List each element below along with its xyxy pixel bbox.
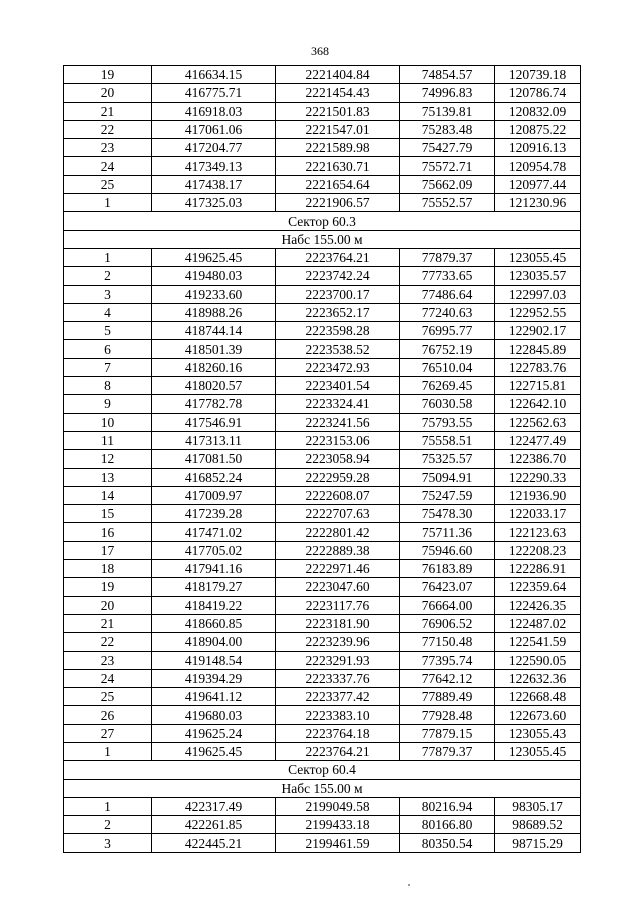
- local-x-cell: 75283.48: [400, 120, 495, 138]
- point-number-cell: 6: [64, 340, 152, 358]
- point-number-cell: 14: [64, 486, 152, 504]
- y-coordinate-cell: 2223742.24: [276, 267, 400, 285]
- y-coordinate-cell: 2222959.28: [276, 468, 400, 486]
- x-coordinate-cell: 418660.85: [152, 614, 276, 632]
- table-row: [64, 651, 581, 669]
- point-number-cell: 11: [64, 431, 152, 449]
- local-x-cell: 77928.48: [400, 706, 495, 724]
- local-x-cell: 77879.15: [400, 724, 495, 742]
- point-number-cell: 22: [64, 120, 152, 138]
- table-row: [64, 596, 581, 614]
- x-coordinate-cell: 416775.71: [152, 84, 276, 102]
- local-y-cell: 98689.52: [495, 816, 581, 834]
- local-x-cell: 77486.64: [400, 285, 495, 303]
- x-coordinate-cell: 416634.15: [152, 66, 276, 84]
- y-coordinate-cell: 2223153.06: [276, 431, 400, 449]
- y-coordinate-cell: 2199049.58: [276, 797, 400, 815]
- y-coordinate-cell: 2222889.38: [276, 541, 400, 559]
- point-number-cell: 2: [64, 267, 152, 285]
- y-coordinate-cell: 2221630.71: [276, 157, 400, 175]
- local-y-cell: 123055.45: [495, 248, 581, 266]
- table-row: [64, 578, 581, 596]
- point-number-cell: 1: [64, 248, 152, 266]
- section-subtitle-row: [64, 779, 581, 797]
- local-x-cell: 75094.91: [400, 468, 495, 486]
- local-y-cell: 122562.63: [495, 413, 581, 431]
- scan-speck: [408, 884, 410, 886]
- x-coordinate-cell: 417239.28: [152, 505, 276, 523]
- table-row: [64, 669, 581, 687]
- local-y-cell: 122902.17: [495, 322, 581, 340]
- x-coordinate-cell: 417782.78: [152, 395, 276, 413]
- x-coordinate-cell: 417313.11: [152, 431, 276, 449]
- point-number-cell: 25: [64, 175, 152, 193]
- local-x-cell: 74996.83: [400, 84, 495, 102]
- y-coordinate-cell: 2221501.83: [276, 102, 400, 120]
- local-y-cell: 122952.55: [495, 303, 581, 321]
- table-row: [64, 194, 581, 212]
- y-coordinate-cell: 2221547.01: [276, 120, 400, 138]
- point-number-cell: 23: [64, 651, 152, 669]
- x-coordinate-cell: 422445.21: [152, 834, 276, 852]
- y-coordinate-cell: 2223598.28: [276, 322, 400, 340]
- local-x-cell: 75711.36: [400, 523, 495, 541]
- x-coordinate-cell: 417349.13: [152, 157, 276, 175]
- point-number-cell: 13: [64, 468, 152, 486]
- x-coordinate-cell: 416852.24: [152, 468, 276, 486]
- table-row: [64, 742, 581, 760]
- point-number-cell: 1: [64, 797, 152, 815]
- coordinates-table-body: [64, 66, 581, 853]
- local-y-cell: 122642.10: [495, 395, 581, 413]
- x-coordinate-cell: 418904.00: [152, 633, 276, 651]
- y-coordinate-cell: 2223538.52: [276, 340, 400, 358]
- local-x-cell: 75793.55: [400, 413, 495, 431]
- point-number-cell: 20: [64, 84, 152, 102]
- local-x-cell: 77879.37: [400, 248, 495, 266]
- local-x-cell: 80166.80: [400, 816, 495, 834]
- local-y-cell: 122286.91: [495, 560, 581, 578]
- y-coordinate-cell: 2223181.90: [276, 614, 400, 632]
- point-number-cell: 21: [64, 102, 152, 120]
- x-coordinate-cell: 419625.24: [152, 724, 276, 742]
- page-number: 368: [311, 44, 329, 58]
- table-row: [64, 486, 581, 504]
- table-row: [64, 285, 581, 303]
- local-y-cell: 120916.13: [495, 139, 581, 157]
- local-x-cell: 76906.52: [400, 614, 495, 632]
- point-number-cell: 9: [64, 395, 152, 413]
- table-row: [64, 120, 581, 138]
- table-row: [64, 395, 581, 413]
- table-row: [64, 724, 581, 742]
- y-coordinate-cell: 2223764.21: [276, 248, 400, 266]
- local-x-cell: 75247.59: [400, 486, 495, 504]
- local-x-cell: 77642.12: [400, 669, 495, 687]
- point-number-cell: 19: [64, 66, 152, 84]
- local-x-cell: 76423.07: [400, 578, 495, 596]
- local-x-cell: 76183.89: [400, 560, 495, 578]
- y-coordinate-cell: 2223383.10: [276, 706, 400, 724]
- point-number-cell: 7: [64, 358, 152, 376]
- y-coordinate-cell: 2221906.57: [276, 194, 400, 212]
- local-y-cell: 98715.29: [495, 834, 581, 852]
- local-y-cell: 123055.45: [495, 742, 581, 760]
- table-row: [64, 66, 581, 84]
- x-coordinate-cell: 417061.06: [152, 120, 276, 138]
- table-row: [64, 102, 581, 120]
- local-x-cell: 75139.81: [400, 102, 495, 120]
- y-coordinate-cell: 2223377.42: [276, 688, 400, 706]
- local-y-cell: 122359.64: [495, 578, 581, 596]
- y-coordinate-cell: 2221454.43: [276, 84, 400, 102]
- point-number-cell: 24: [64, 157, 152, 175]
- local-x-cell: 76030.58: [400, 395, 495, 413]
- y-coordinate-cell: 2223241.56: [276, 413, 400, 431]
- point-number-cell: 5: [64, 322, 152, 340]
- point-number-cell: 25: [64, 688, 152, 706]
- table-row: [64, 377, 581, 395]
- section-elevation: Набс 155.00 м: [64, 779, 581, 797]
- section-title: Сектор 60.3: [64, 212, 581, 230]
- point-number-cell: 19: [64, 578, 152, 596]
- table-row: [64, 248, 581, 266]
- y-coordinate-cell: 2223764.18: [276, 724, 400, 742]
- x-coordinate-cell: 418020.57: [152, 377, 276, 395]
- y-coordinate-cell: 2223058.94: [276, 450, 400, 468]
- y-coordinate-cell: 2222707.63: [276, 505, 400, 523]
- x-coordinate-cell: 417009.97: [152, 486, 276, 504]
- point-number-cell: 10: [64, 413, 152, 431]
- x-coordinate-cell: 417204.77: [152, 139, 276, 157]
- local-y-cell: 122487.02: [495, 614, 581, 632]
- x-coordinate-cell: 417546.91: [152, 413, 276, 431]
- x-coordinate-cell: 419625.45: [152, 742, 276, 760]
- y-coordinate-cell: 2221404.84: [276, 66, 400, 84]
- local-y-cell: 122668.48: [495, 688, 581, 706]
- local-x-cell: 80216.94: [400, 797, 495, 815]
- local-y-cell: 123035.57: [495, 267, 581, 285]
- x-coordinate-cell: 417081.50: [152, 450, 276, 468]
- y-coordinate-cell: 2199433.18: [276, 816, 400, 834]
- point-number-cell: 21: [64, 614, 152, 632]
- local-y-cell: 122290.33: [495, 468, 581, 486]
- local-x-cell: 77879.37: [400, 742, 495, 760]
- local-x-cell: 77733.65: [400, 267, 495, 285]
- local-y-cell: 122673.60: [495, 706, 581, 724]
- table-row: [64, 431, 581, 449]
- point-number-cell: 22: [64, 633, 152, 651]
- point-number-cell: 3: [64, 285, 152, 303]
- point-number-cell: 1: [64, 194, 152, 212]
- local-y-cell: 122208.23: [495, 541, 581, 559]
- local-x-cell: 76995.77: [400, 322, 495, 340]
- table-row: [64, 322, 581, 340]
- x-coordinate-cell: 417438.17: [152, 175, 276, 193]
- local-x-cell: 77150.48: [400, 633, 495, 651]
- local-y-cell: 122123.63: [495, 523, 581, 541]
- table-row: [64, 413, 581, 431]
- table-row: [64, 523, 581, 541]
- y-coordinate-cell: 2223652.17: [276, 303, 400, 321]
- local-x-cell: 75558.51: [400, 431, 495, 449]
- local-x-cell: 75662.09: [400, 175, 495, 193]
- y-coordinate-cell: 2199461.59: [276, 834, 400, 852]
- table-row: [64, 358, 581, 376]
- y-coordinate-cell: 2223239.96: [276, 633, 400, 651]
- local-x-cell: 80350.54: [400, 834, 495, 852]
- x-coordinate-cell: 417705.02: [152, 541, 276, 559]
- local-x-cell: 76752.19: [400, 340, 495, 358]
- section-title-row: [64, 761, 581, 779]
- y-coordinate-cell: 2222801.42: [276, 523, 400, 541]
- local-y-cell: 123055.43: [495, 724, 581, 742]
- y-coordinate-cell: 2223401.54: [276, 377, 400, 395]
- table-row: [64, 706, 581, 724]
- section-elevation: Набс 155.00 м: [64, 230, 581, 248]
- y-coordinate-cell: 2223047.60: [276, 578, 400, 596]
- x-coordinate-cell: 417471.02: [152, 523, 276, 541]
- table-row: [64, 303, 581, 321]
- point-number-cell: 26: [64, 706, 152, 724]
- x-coordinate-cell: 419233.60: [152, 285, 276, 303]
- x-coordinate-cell: 418744.14: [152, 322, 276, 340]
- point-number-cell: 23: [64, 139, 152, 157]
- point-number-cell: 12: [64, 450, 152, 468]
- table-row: [64, 834, 581, 852]
- y-coordinate-cell: 2223337.76: [276, 669, 400, 687]
- table-row: [64, 541, 581, 559]
- x-coordinate-cell: 419394.29: [152, 669, 276, 687]
- x-coordinate-cell: 416918.03: [152, 102, 276, 120]
- local-x-cell: 77889.49: [400, 688, 495, 706]
- table-row: [64, 797, 581, 815]
- local-y-cell: 121936.90: [495, 486, 581, 504]
- x-coordinate-cell: 419641.12: [152, 688, 276, 706]
- local-y-cell: 122477.49: [495, 431, 581, 449]
- x-coordinate-cell: 417325.03: [152, 194, 276, 212]
- point-number-cell: 24: [64, 669, 152, 687]
- table-row: [64, 468, 581, 486]
- table-row: [64, 505, 581, 523]
- local-x-cell: 76269.45: [400, 377, 495, 395]
- x-coordinate-cell: 419680.03: [152, 706, 276, 724]
- table-row: [64, 560, 581, 578]
- table-row: [64, 688, 581, 706]
- point-number-cell: 18: [64, 560, 152, 578]
- local-y-cell: 120739.18: [495, 66, 581, 84]
- local-y-cell: 122386.70: [495, 450, 581, 468]
- local-x-cell: 74854.57: [400, 66, 495, 84]
- table-row: [64, 816, 581, 834]
- y-coordinate-cell: 2223700.17: [276, 285, 400, 303]
- local-y-cell: 121230.96: [495, 194, 581, 212]
- table-row: [64, 614, 581, 632]
- x-coordinate-cell: 422317.49: [152, 797, 276, 815]
- x-coordinate-cell: 418260.16: [152, 358, 276, 376]
- local-y-cell: 120954.78: [495, 157, 581, 175]
- x-coordinate-cell: 418501.39: [152, 340, 276, 358]
- y-coordinate-cell: 2223764.21: [276, 742, 400, 760]
- y-coordinate-cell: 2223324.41: [276, 395, 400, 413]
- coordinates-table: [63, 65, 581, 853]
- local-y-cell: 122541.59: [495, 633, 581, 651]
- x-coordinate-cell: 422261.85: [152, 816, 276, 834]
- point-number-cell: 3: [64, 834, 152, 852]
- local-y-cell: 122426.35: [495, 596, 581, 614]
- table-row: [64, 84, 581, 102]
- point-number-cell: 27: [64, 724, 152, 742]
- local-x-cell: 75427.79: [400, 139, 495, 157]
- section-subtitle-row: [64, 230, 581, 248]
- x-coordinate-cell: 418988.26: [152, 303, 276, 321]
- table-row: [64, 139, 581, 157]
- local-y-cell: 120875.22: [495, 120, 581, 138]
- point-number-cell: 16: [64, 523, 152, 541]
- local-x-cell: 76510.04: [400, 358, 495, 376]
- local-y-cell: 122590.05: [495, 651, 581, 669]
- point-number-cell: 4: [64, 303, 152, 321]
- table-row: [64, 450, 581, 468]
- local-x-cell: 75325.57: [400, 450, 495, 468]
- y-coordinate-cell: 2223472.93: [276, 358, 400, 376]
- local-y-cell: 120786.74: [495, 84, 581, 102]
- local-y-cell: 120832.09: [495, 102, 581, 120]
- point-number-cell: 1: [64, 742, 152, 760]
- local-y-cell: 122715.81: [495, 377, 581, 395]
- local-x-cell: 75552.57: [400, 194, 495, 212]
- point-number-cell: 17: [64, 541, 152, 559]
- point-number-cell: 20: [64, 596, 152, 614]
- local-x-cell: 77395.74: [400, 651, 495, 669]
- table-row: [64, 340, 581, 358]
- x-coordinate-cell: 418419.22: [152, 596, 276, 614]
- table-row: [64, 267, 581, 285]
- point-number-cell: 8: [64, 377, 152, 395]
- y-coordinate-cell: 2223291.93: [276, 651, 400, 669]
- section-title: Сектор 60.4: [64, 761, 581, 779]
- section-title-row: [64, 212, 581, 230]
- local-x-cell: 75946.60: [400, 541, 495, 559]
- y-coordinate-cell: 2222608.07: [276, 486, 400, 504]
- x-coordinate-cell: 419480.03: [152, 267, 276, 285]
- local-y-cell: 122997.03: [495, 285, 581, 303]
- table-row: [64, 157, 581, 175]
- local-x-cell: 75572.71: [400, 157, 495, 175]
- local-y-cell: 122632.36: [495, 669, 581, 687]
- y-coordinate-cell: 2222971.46: [276, 560, 400, 578]
- x-coordinate-cell: 417941.16: [152, 560, 276, 578]
- local-x-cell: 77240.63: [400, 303, 495, 321]
- local-x-cell: 76664.00: [400, 596, 495, 614]
- local-y-cell: 98305.17: [495, 797, 581, 815]
- local-y-cell: 122033.17: [495, 505, 581, 523]
- local-y-cell: 122845.89: [495, 340, 581, 358]
- y-coordinate-cell: 2221589.98: [276, 139, 400, 157]
- point-number-cell: 15: [64, 505, 152, 523]
- table-row: [64, 633, 581, 651]
- x-coordinate-cell: 419148.54: [152, 651, 276, 669]
- x-coordinate-cell: 419625.45: [152, 248, 276, 266]
- x-coordinate-cell: 418179.27: [152, 578, 276, 596]
- local-y-cell: 122783.76: [495, 358, 581, 376]
- y-coordinate-cell: 2223117.76: [276, 596, 400, 614]
- point-number-cell: 2: [64, 816, 152, 834]
- y-coordinate-cell: 2221654.64: [276, 175, 400, 193]
- local-y-cell: 120977.44: [495, 175, 581, 193]
- local-x-cell: 75478.30: [400, 505, 495, 523]
- table-row: [64, 175, 581, 193]
